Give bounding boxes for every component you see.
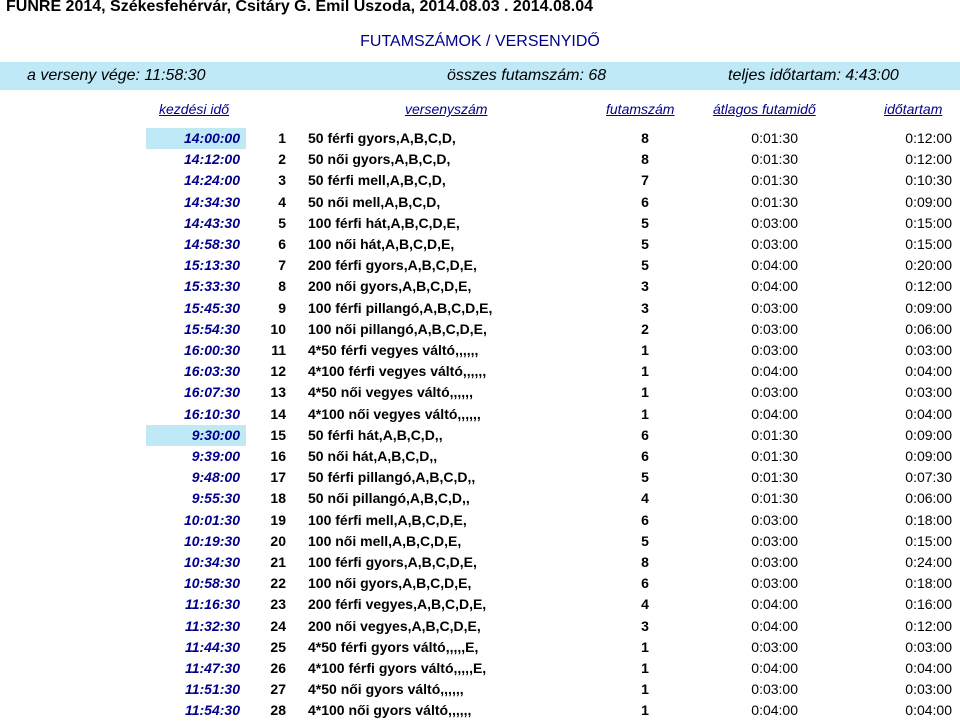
average-heat-time: 0:03:00 (751, 236, 798, 252)
duration: 0:15:00 (905, 236, 952, 252)
col-header-event: versenyszám (405, 101, 488, 117)
heat-count: 6 (641, 448, 649, 464)
duration: 0:03:00 (905, 638, 952, 655)
duration: 0:06:00 (905, 490, 952, 507)
start-time: 9:48:00 (191, 469, 240, 486)
heat-count: 6 (641, 193, 649, 210)
average-heat-time: 0:01:30 (751, 426, 798, 443)
duration: 0:16:00 (905, 596, 952, 613)
average-heat-time: 0:01:30 (751, 151, 798, 168)
start-time: 11:16:30 (184, 596, 240, 613)
table-row (0, 298, 960, 319)
event-number: 17 (270, 469, 286, 486)
event-number: 20 (270, 532, 286, 549)
summary-bar (0, 62, 960, 90)
average-heat-time: 0:03:00 (751, 342, 798, 358)
heat-count: 6 (641, 575, 649, 592)
table-row (0, 467, 960, 488)
duration: 0:04:00 (905, 660, 952, 676)
heat-count: 1 (641, 681, 649, 698)
table-row (0, 361, 960, 382)
heat-count: 5 (641, 532, 649, 549)
duration: 0:03:00 (905, 681, 952, 698)
event-number: 14 (270, 405, 286, 422)
duration: 0:18:00 (905, 575, 952, 592)
average-heat-time: 0:01:30 (751, 193, 798, 210)
table-row (0, 488, 960, 509)
duration: 0:12:00 (905, 278, 952, 295)
heat-count: 1 (641, 660, 649, 676)
average-heat-time: 0:01:30 (751, 172, 798, 189)
event-number: 1 (278, 130, 286, 146)
table-row (0, 446, 960, 467)
table-row (0, 552, 960, 573)
col-header-duration: időtartam (884, 101, 943, 117)
start-time: 14:43:30 (183, 214, 240, 231)
start-time: 15:13:30 (183, 257, 240, 274)
heat-count: 7 (641, 172, 649, 189)
table-row (0, 637, 960, 658)
total-heats: összes futamszám: 68 (447, 67, 607, 84)
duration: 0:06:00 (905, 320, 952, 337)
duration: 0:07:30 (905, 469, 952, 486)
event-name: 50 női gyors,A,B,C,D, (308, 151, 451, 168)
table-row (0, 340, 960, 361)
event-number: 3 (278, 172, 286, 189)
heat-count: 5 (641, 469, 649, 486)
table-row (0, 531, 960, 552)
event-number: 9 (278, 299, 286, 316)
start-time: 14:34:30 (183, 193, 240, 210)
heat-count: 8 (641, 151, 649, 168)
event-number: 24 (270, 617, 286, 634)
duration: 0:03:00 (905, 384, 952, 401)
total-time: teljes időtartam: 4:43:00 (728, 67, 899, 84)
average-heat-time: 0:01:30 (751, 490, 798, 507)
duration: 0:12:00 (905, 617, 952, 634)
duration: 0:18:00 (905, 511, 952, 528)
start-time: 9:39:00 (191, 448, 240, 464)
start-time: 11:54:30 (184, 702, 240, 719)
col-header-heats: futamszám (606, 101, 675, 117)
event-name: 100 női mell,A,B,C,D,E, (308, 532, 462, 549)
duration: 0:15:00 (905, 214, 952, 231)
start-time: 15:45:30 (183, 299, 240, 316)
heat-count: 3 (641, 299, 649, 316)
heat-count: 5 (641, 257, 649, 274)
duration: 0:03:00 (905, 342, 952, 358)
duration: 0:04:00 (905, 702, 952, 719)
event-number: 11 (271, 342, 286, 358)
event-number: 4 (278, 193, 286, 210)
event-name: 100 férfi mell,A,B,C,D,E, (308, 511, 467, 528)
average-heat-time: 0:01:30 (751, 130, 798, 146)
event-number: 23 (270, 596, 286, 613)
heat-count: 1 (641, 363, 649, 380)
duration: 0:24:00 (905, 554, 952, 570)
duration: 0:09:00 (905, 448, 952, 464)
event-name: 4*50 női gyors váltó,,,,,, (308, 681, 464, 698)
average-heat-time: 0:04:00 (751, 596, 798, 613)
event-number: 16 (270, 448, 286, 464)
event-number: 22 (270, 575, 286, 592)
table-row (0, 234, 960, 255)
event-name: 4*100 férfi gyors váltó,,,,,E, (308, 660, 487, 676)
table-row (0, 170, 960, 191)
duration: 0:04:00 (905, 363, 952, 380)
race-end: a verseny vége: 11:58:30 (27, 67, 206, 84)
average-heat-time: 0:04:00 (751, 617, 798, 634)
average-heat-time: 0:03:00 (751, 214, 798, 231)
table-row (0, 658, 960, 679)
average-heat-time: 0:04:00 (751, 257, 798, 274)
event-number: 13 (270, 384, 286, 401)
average-heat-time: 0:01:30 (751, 448, 798, 464)
heat-count: 1 (641, 342, 649, 358)
event-name: 200 női gyors,A,B,C,D,E, (308, 278, 472, 295)
start-time: 16:03:30 (183, 363, 240, 380)
event-number: 7 (278, 257, 286, 274)
table-row (0, 573, 960, 594)
heat-count: 1 (641, 638, 649, 655)
start-time: 15:54:30 (183, 320, 240, 337)
average-heat-time: 0:03:00 (751, 299, 798, 316)
start-time: 11:44:30 (184, 638, 240, 655)
col-header-avg: átlagos futamidő (713, 101, 816, 117)
start-time: 9:55:30 (191, 490, 240, 507)
table-row (0, 213, 960, 234)
heat-count: 4 (641, 596, 649, 613)
event-name: 4*100 férfi vegyes váltó,,,,,, (308, 363, 487, 380)
average-heat-time: 0:01:30 (751, 469, 798, 486)
document-subtitle: FUTAMSZÁMOK / VERSENYIDŐ (360, 33, 600, 50)
document-title: FUNRE 2014, Székesfehérvár, Csitáry G. Emil Uszoda, 2014.08.03 . 2014.08.04 (6, 0, 594, 15)
heat-count: 3 (641, 617, 649, 634)
event-name: 4*50 női vegyes váltó,,,,,, (308, 384, 473, 401)
event-number: 21 (270, 554, 286, 570)
start-time: 11:51:30 (184, 681, 240, 698)
start-time: 14:12:00 (183, 151, 240, 168)
event-name: 200 férfi gyors,A,B,C,D,E, (308, 257, 477, 274)
average-heat-time: 0:04:00 (751, 363, 798, 380)
duration: 0:20:00 (905, 257, 952, 274)
event-name: 100 férfi hát,A,B,C,D,E, (308, 214, 460, 231)
average-heat-time: 0:03:00 (751, 681, 798, 698)
event-number: 8 (278, 278, 286, 295)
event-number: 5 (278, 214, 286, 231)
average-heat-time: 0:03:00 (751, 511, 798, 528)
table-row (0, 594, 960, 615)
table-row (0, 192, 960, 213)
event-name: 4*50 férfi vegyes váltó,,,,,, (308, 342, 479, 358)
start-time: 10:01:30 (183, 511, 240, 528)
heat-count: 1 (641, 384, 649, 401)
event-number: 25 (270, 638, 286, 655)
average-heat-time: 0:03:00 (751, 575, 798, 592)
duration: 0:04:00 (905, 405, 952, 422)
heat-count: 5 (641, 236, 649, 252)
duration: 0:15:00 (905, 532, 952, 549)
start-time: 9:30:00 (191, 426, 240, 443)
table-row (0, 149, 960, 170)
average-heat-time: 0:03:00 (751, 320, 798, 337)
event-number: 10 (270, 320, 286, 337)
event-name: 100 női pillangó,A,B,C,D,E, (308, 320, 487, 337)
table-row (0, 700, 960, 721)
duration: 0:12:00 (905, 151, 952, 168)
heat-count: 1 (641, 405, 649, 422)
average-heat-time: 0:03:00 (751, 638, 798, 655)
table-row (0, 255, 960, 276)
heat-count: 1 (641, 702, 649, 719)
start-time: 15:33:30 (183, 278, 240, 295)
heat-count: 3 (641, 278, 649, 295)
duration: 0:09:00 (905, 193, 952, 210)
event-name: 100 női gyors,A,B,C,D,E, (308, 575, 472, 592)
event-name: 50 férfi pillangó,A,B,C,D,, (308, 469, 476, 486)
start-time: 11:47:30 (184, 660, 240, 676)
average-heat-time: 0:04:00 (751, 405, 798, 422)
event-name: 50 férfi hát,A,B,C,D,, (308, 426, 443, 443)
heat-count: 6 (641, 511, 649, 528)
event-number: 2 (278, 151, 286, 168)
start-time: 11:32:30 (184, 617, 240, 634)
start-time: 14:58:30 (183, 236, 240, 252)
table-row (0, 276, 960, 297)
event-number: 28 (270, 702, 286, 719)
heat-count: 8 (641, 554, 649, 570)
table-row (0, 128, 960, 149)
event-name: 200 női vegyes,A,B,C,D,E, (308, 617, 481, 634)
average-heat-time: 0:04:00 (751, 660, 798, 676)
start-time: 14:24:00 (183, 172, 240, 189)
heat-count: 2 (641, 320, 649, 337)
start-time: 16:07:30 (183, 384, 240, 401)
table-row (0, 679, 960, 700)
duration: 0:10:30 (905, 172, 952, 189)
event-name: 50 férfi mell,A,B,C,D, (308, 172, 446, 189)
event-number: 15 (270, 426, 286, 443)
heat-count: 5 (641, 214, 649, 231)
event-number: 18 (270, 490, 286, 507)
start-time: 10:58:30 (183, 575, 240, 592)
event-number: 6 (278, 236, 286, 252)
heat-count: 6 (641, 426, 649, 443)
event-name: 100 női hát,A,B,C,D,E, (308, 236, 455, 252)
start-time: 16:10:30 (183, 405, 240, 422)
start-time: 10:19:30 (183, 532, 240, 549)
event-name: 50 női hát,A,B,C,D,, (308, 448, 438, 464)
event-number: 26 (270, 660, 286, 676)
duration: 0:09:00 (905, 299, 952, 316)
table-row (0, 319, 960, 340)
start-time: 14:00:00 (183, 130, 240, 146)
event-name: 4*50 férfi gyors váltó,,,,,E, (308, 638, 479, 655)
event-name: 100 férfi gyors,A,B,C,D,E, (308, 554, 477, 570)
table-row (0, 404, 960, 425)
average-heat-time: 0:03:00 (751, 554, 798, 570)
heat-count: 4 (641, 490, 649, 507)
average-heat-time: 0:04:00 (751, 702, 798, 719)
col-header-start: kezdési idő (159, 101, 230, 117)
event-name: 100 férfi pillangó,A,B,C,D,E, (308, 299, 493, 316)
table-row (0, 510, 960, 531)
event-name: 50 női mell,A,B,C,D, (308, 193, 441, 210)
event-number: 12 (270, 363, 286, 380)
average-heat-time: 0:04:00 (751, 278, 798, 295)
event-name: 50 női pillangó,A,B,C,D,, (308, 490, 470, 507)
heat-count: 8 (641, 130, 649, 146)
event-name: 200 férfi vegyes,A,B,C,D,E, (308, 596, 487, 613)
start-time: 16:00:30 (183, 342, 240, 358)
event-number: 27 (270, 681, 286, 698)
table-row (0, 616, 960, 637)
average-heat-time: 0:03:00 (751, 384, 798, 401)
average-heat-time: 0:03:00 (751, 532, 798, 549)
start-time: 10:34:30 (183, 554, 240, 570)
event-name: 4*100 női gyors váltó,,,,,, (308, 702, 472, 719)
table-row (0, 425, 960, 446)
event-name: 4*100 női vegyes váltó,,,,,, (308, 405, 481, 422)
table-row (0, 382, 960, 403)
duration: 0:09:00 (905, 426, 952, 443)
duration: 0:12:00 (905, 130, 952, 146)
event-name: 50 férfi gyors,A,B,C,D, (308, 130, 456, 146)
event-number: 19 (270, 511, 286, 528)
